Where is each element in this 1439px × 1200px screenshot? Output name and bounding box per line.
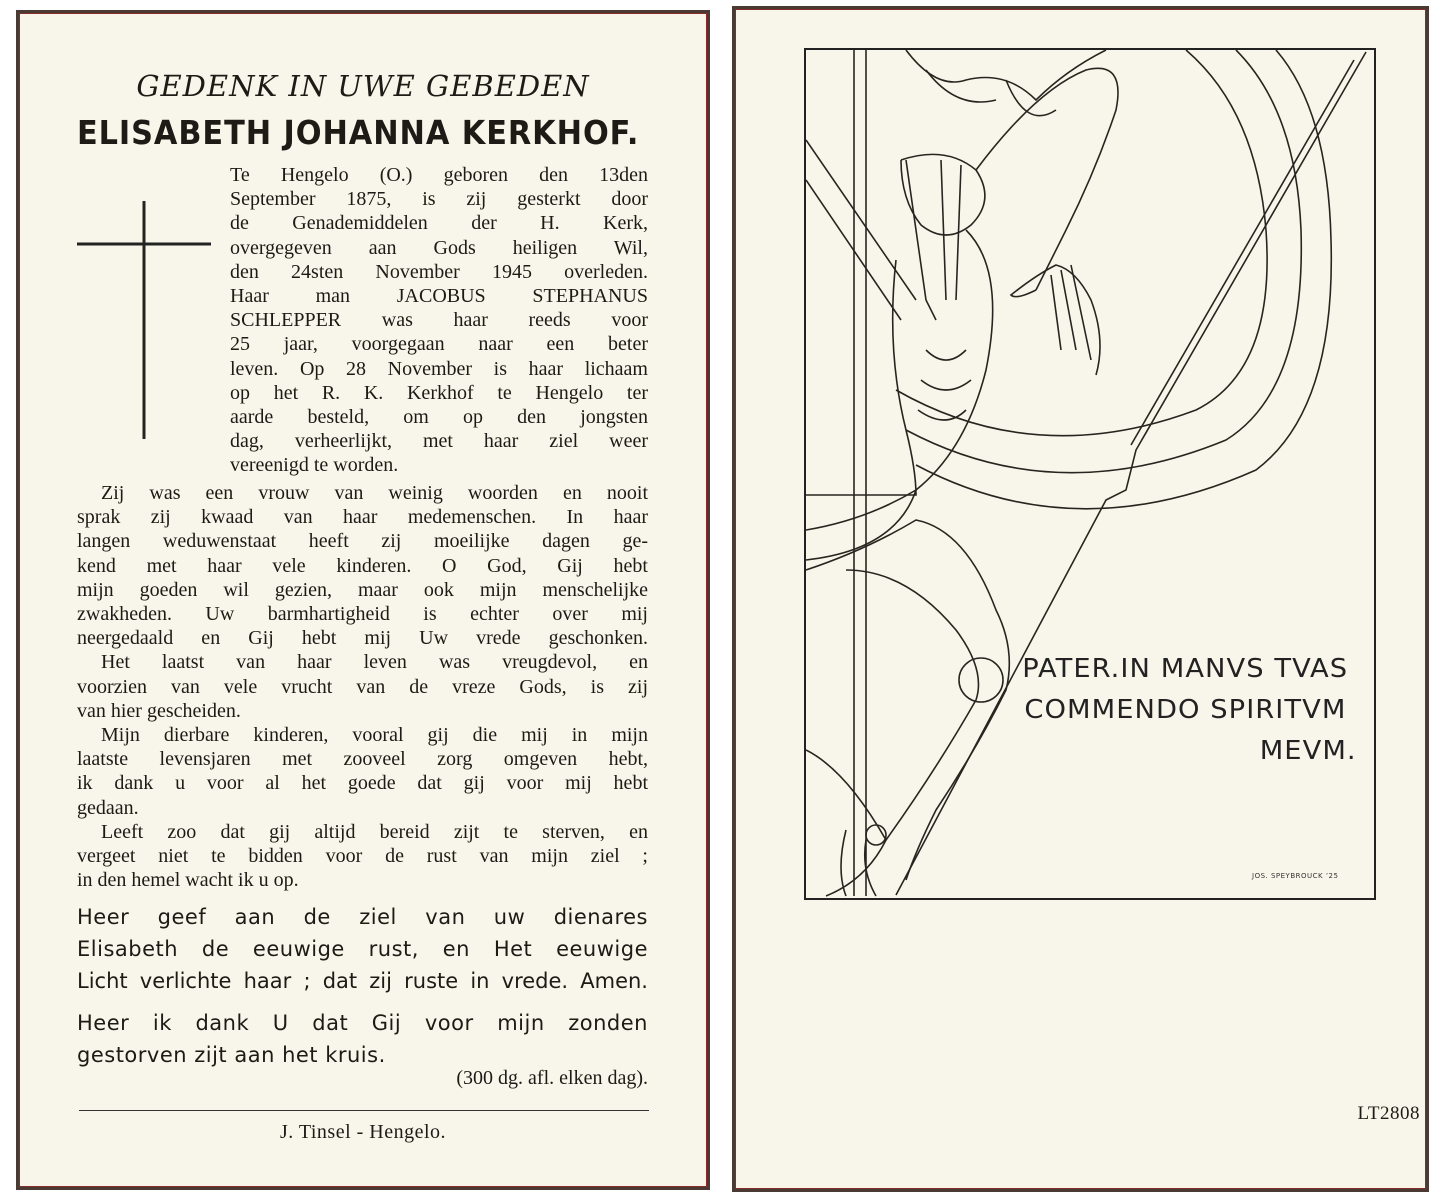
indulgence-note: (300 dg. afl. elken dag).	[456, 1067, 648, 1089]
text-line: overgegeven aan Gods heiligen Wil,	[230, 236, 648, 259]
text-line: gedaan.	[77, 796, 139, 819]
text-line: kend met haar vele kinderen. O God, Gij hebt	[77, 554, 648, 577]
text-line: 25 jaar, voorgegaan naar een beter	[230, 333, 648, 356]
text-line: langen weduwenstaat heeft zij moeilijke dagen ge-	[77, 530, 648, 553]
prayer-line: Heer ik dank U dat Gij voor mijn zonden	[77, 1011, 648, 1035]
latin-inscription-line: MEVM.	[1259, 736, 1357, 766]
text-line: September 1875, is zij gesterkt door	[230, 188, 648, 211]
divider	[79, 1110, 649, 1111]
text-line: Mijn dierbare kinderen, vooral gij die mij in mijn	[101, 724, 648, 747]
crucifixion-illustration	[804, 48, 1376, 900]
crucifix-drawing	[806, 50, 1374, 898]
text-line: van hier gescheiden.	[77, 699, 241, 722]
text-line: Te Hengelo (O.) geboren den 13den	[230, 164, 648, 186]
prayer-line: Licht verlichte haar ; dat zij ruste in vrede. Amen.	[77, 969, 648, 993]
text-card	[16, 10, 710, 1190]
text-line: den 24sten November 1945 overleden.	[230, 260, 648, 283]
card-heading: GEDENK IN UWE GEBEDEN	[136, 69, 590, 103]
text-line: op het R. K. Kerkhof te Hengelo ter	[230, 381, 648, 404]
text-line: Leeft zoo dat gij altijd bereid zijt te sterven, en	[101, 820, 648, 843]
archive-code: LT2808	[1357, 1103, 1420, 1124]
text-line: Het laatst van haar leven was vreugdevol, en	[101, 651, 648, 674]
text-line: vereenigd te worden.	[230, 454, 399, 477]
text-line: sprak zij kwaad van haar medemenschen. In haar	[77, 506, 648, 529]
prayer-line: gestorven zijt aan het kruis.	[77, 1043, 386, 1067]
cross-icon	[75, 199, 215, 441]
prayer-line: Elisabeth de eeuwige rust, en Het eeuwige	[77, 937, 648, 961]
text-line: neergedaald en Gij hebt mij Uw vrede geschonken.	[77, 627, 648, 650]
deceased-name: ELISABETH JOHANNA KERKHOF.	[77, 113, 640, 152]
biography-paragraph	[230, 163, 648, 478]
text-line: vergeet niet te bidden voor de rust van mijn ziel ;	[77, 845, 648, 868]
text-line: ik dank u voor al het goede dat gij voor mij hebt	[77, 772, 648, 795]
text-line: Zij was een vrouw van weinig woorden en nooit	[101, 482, 648, 504]
text-line: zwakheden. Uw barmhartigheid is echter over mij	[77, 603, 648, 626]
latin-inscription-line: COMMENDO SPIRITVM	[1024, 695, 1347, 725]
text-line: laatste levensjaren met zooveel zorg omgeven hebt,	[77, 748, 648, 771]
text-line: mijn goeden wil gezien, maar ook mijn menschelijke	[77, 578, 648, 601]
artist-signature: JOS. SPEYBROUCK ’25	[1252, 872, 1339, 880]
text-line: de Genademiddelen der H. Kerk,	[230, 212, 648, 235]
text-line: in den hemel wacht ik u op.	[77, 869, 299, 892]
text-line: voorzien van vele vrucht van de vreze Gods, is zij	[77, 675, 648, 698]
text-line: Haar man JACOBUS STEPHANUS	[230, 285, 648, 308]
prayer-line: Heer geef aan de ziel van uw dienares	[77, 905, 648, 929]
testament-paragraphs	[77, 481, 648, 892]
text-line: aarde besteld, om op den jongsten	[230, 406, 648, 429]
text-line: dag, verheerlijkt, met haar ziel weer	[230, 430, 648, 453]
printer-credit: J. Tinsel - Hengelo.	[279, 1121, 447, 1143]
latin-inscription-line: PATER.IN MANVS TVAS	[1022, 654, 1349, 684]
text-line: SCHLEPPER was haar reeds voor	[230, 309, 648, 332]
prayer-text	[77, 901, 648, 1071]
illustration-card	[732, 6, 1429, 1192]
text-line: leven. Op 28 November is haar lichaam	[230, 357, 648, 380]
